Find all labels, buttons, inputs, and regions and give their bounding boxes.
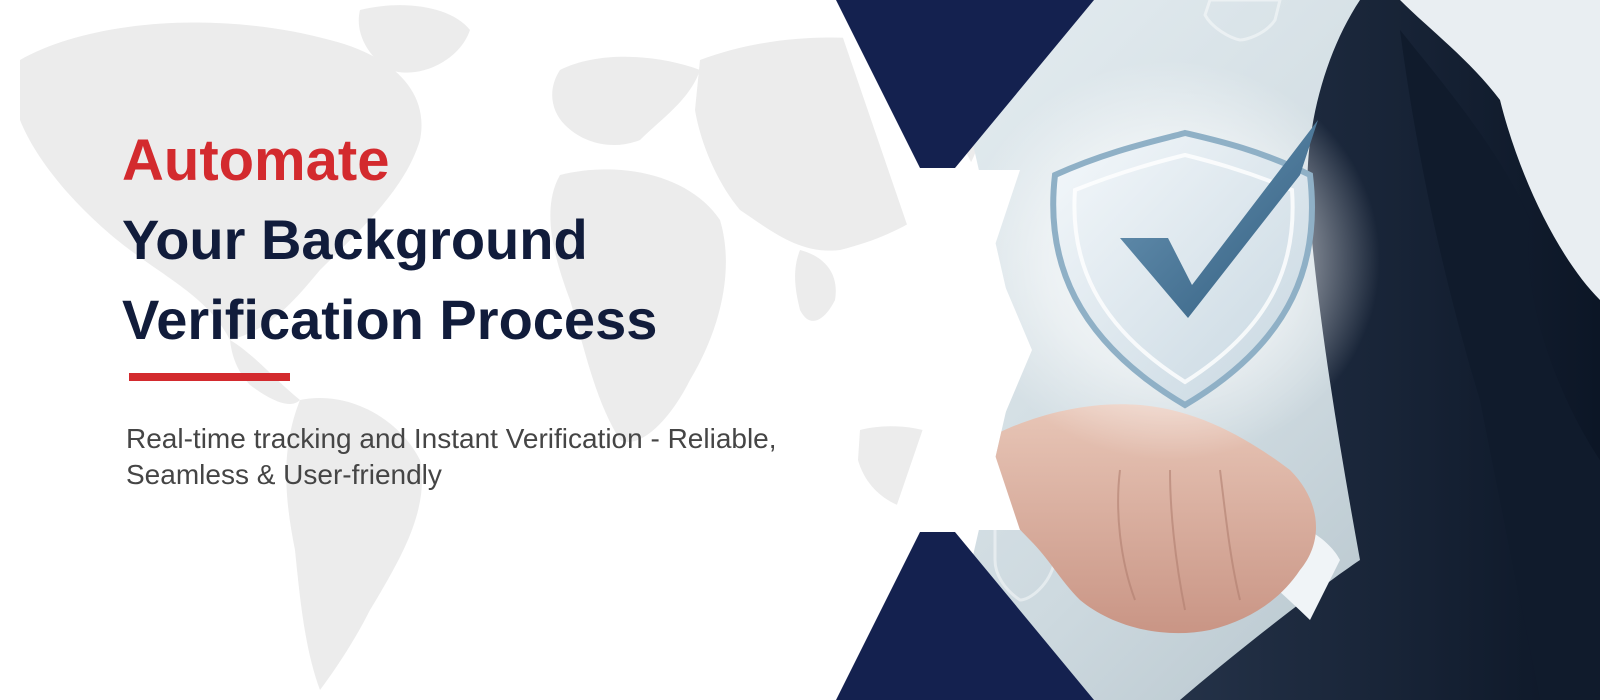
hero-subtitle [126, 421, 866, 493]
headline-line-1: Automate [122, 128, 390, 193]
headline-underline [129, 373, 290, 381]
hero-headline [122, 122, 657, 360]
subtitle-line-1: Real-time tracking and Instant Verification - Reliable, [126, 423, 777, 454]
headline-line-2: Your Background [122, 208, 588, 271]
subtitle-line-2: Seamless & User-friendly [126, 459, 442, 490]
headline-line-3: Verification Process [122, 288, 658, 351]
